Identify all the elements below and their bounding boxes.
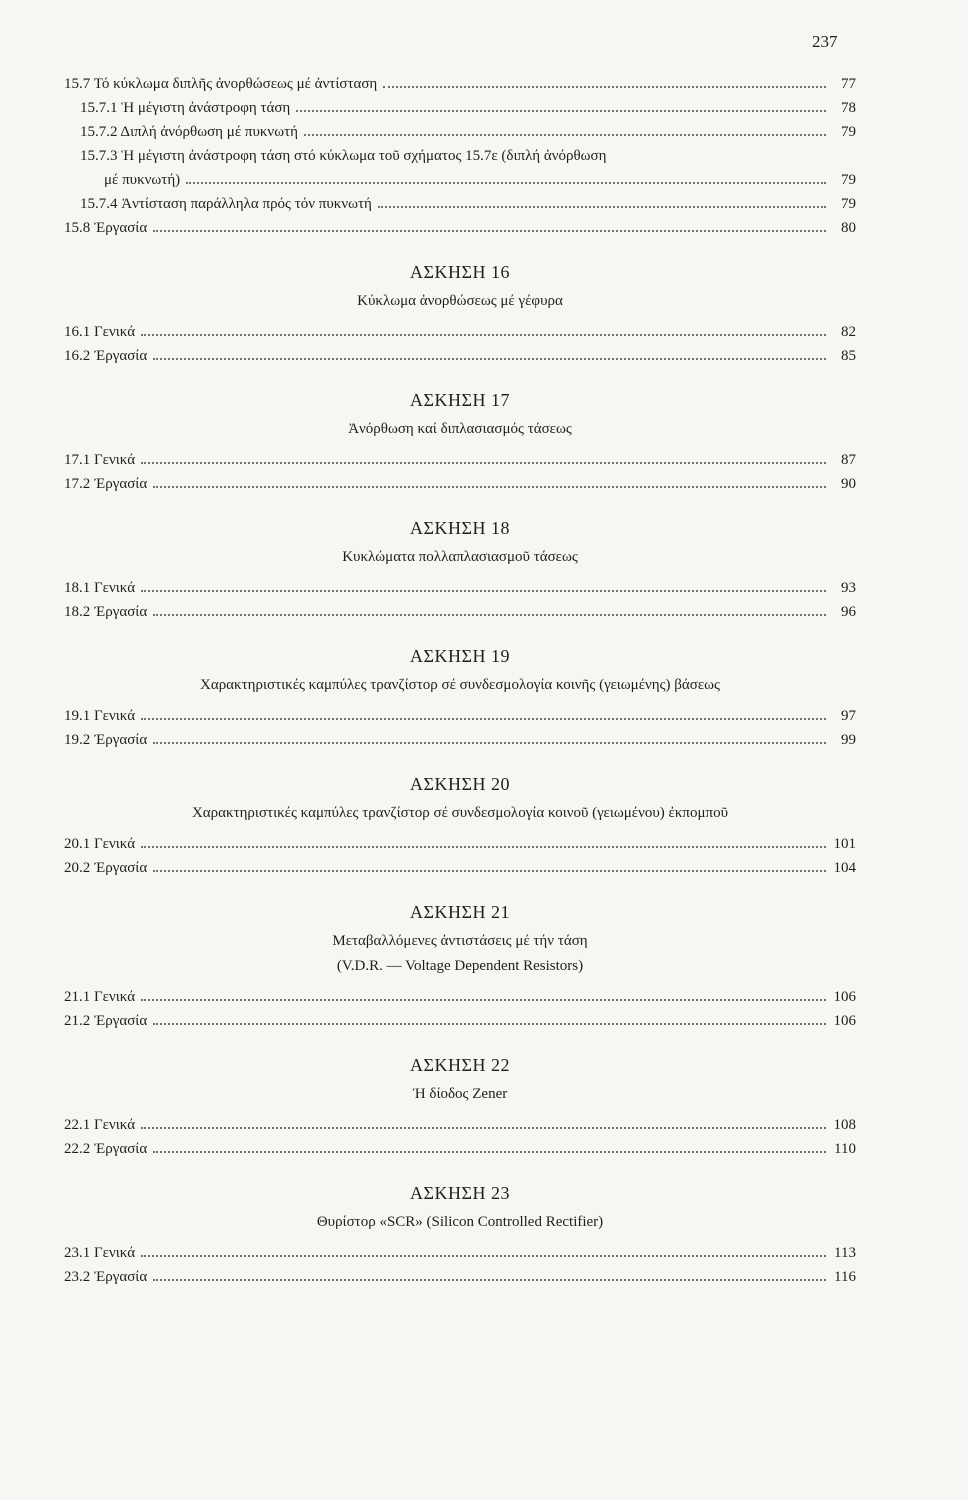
toc-entry-label: 19.2 Ἐργασία	[64, 732, 148, 748]
toc-entry[interactable]	[64, 344, 856, 368]
exercise-heading: ΑΣΚΗΣΗ 17	[410, 390, 510, 410]
toc-entry[interactable]	[64, 1241, 856, 1265]
toc-entry[interactable]	[64, 96, 856, 120]
toc-entry[interactable]	[64, 120, 856, 144]
toc-entry[interactable]	[64, 72, 856, 96]
exercise-title: Ἀνόρθωση καί διπλασιασμός τάσεως	[348, 421, 572, 437]
toc-leader-dots	[383, 86, 826, 88]
toc-entry[interactable]	[64, 472, 856, 496]
toc-entry[interactable]	[64, 192, 856, 216]
toc-entry[interactable]	[64, 1009, 856, 1033]
toc-entry-label: 16.2 Ἐργασία	[64, 348, 148, 364]
toc-entry-page: 77	[841, 76, 856, 92]
toc-entry-page: 108	[833, 1117, 856, 1133]
toc-entry-label: 17.2 Ἐργασία	[64, 476, 148, 492]
exercise-heading: ΑΣΚΗΣΗ 21	[410, 902, 510, 922]
toc-entry-label: 22.1 Γενικά	[64, 1117, 136, 1133]
toc-entry-label: 19.1 Γενικά	[64, 708, 136, 724]
toc-entry[interactable]	[64, 448, 856, 472]
toc-entry-page: 85	[841, 348, 856, 364]
toc-entry[interactable]	[64, 728, 856, 752]
exercise-subtitle: (V.D.R. — Voltage Dependent Resistors)	[336, 958, 584, 974]
exercise-heading: ΑΣΚΗΣΗ 19	[410, 646, 510, 666]
toc-leader-dots	[141, 1255, 826, 1257]
toc-entry-page: 110	[834, 1141, 856, 1157]
exercise-section	[64, 646, 856, 752]
toc-entry[interactable]	[64, 216, 856, 240]
toc-entry-label: 23.2 Ἐργασία	[64, 1269, 148, 1285]
toc-entry[interactable]	[64, 985, 856, 1009]
exercise-title: Κυκλώματα πολλαπλασιασμοῦ τάσεως	[342, 549, 578, 565]
exercise-section	[64, 1183, 856, 1289]
toc-entry-label: 15.7 Τό κύκλωμα διπλῆς ἀνορθώσεως μέ ἀντίσταση	[64, 76, 378, 92]
toc-entry[interactable]	[64, 1113, 856, 1137]
exercise-section	[64, 902, 856, 1033]
toc-leader-dots	[153, 1023, 826, 1025]
toc-entry-label: 15.7.4 Ἀντίσταση παράλληλα πρός τόν πυκνωτή	[80, 196, 372, 212]
toc-leader-dots	[153, 1279, 826, 1281]
toc-leader-dots	[141, 1127, 826, 1129]
toc-entry[interactable]	[64, 856, 856, 880]
toc-leader-dots	[141, 999, 826, 1001]
toc-entry-page: 79	[841, 124, 856, 140]
toc-entry-page: 116	[834, 1269, 856, 1285]
exercise-title: Χαρακτηριστικές καμπύλες τρανζίστορ σέ συνδεσμολογία κοινοῦ (γειωμένου) ἐκπομποῦ	[191, 805, 729, 821]
toc-entry[interactable]	[64, 576, 856, 600]
continuation-section	[64, 72, 856, 240]
page-number: 237	[812, 32, 838, 51]
toc-entry-label: 15.7.3 Ἡ μέγιστη ἀνάστροφη τάση στό κύκλωμα τοῦ σχήματος 15.7ε (διπλή ἀνόρθωση	[80, 148, 607, 164]
toc-entry[interactable]	[64, 832, 856, 856]
exercise-heading: ΑΣΚΗΣΗ 22	[410, 1055, 510, 1075]
toc-entry[interactable]	[64, 1137, 856, 1161]
toc-entry-label: 21.1 Γενικά	[64, 989, 136, 1005]
exercise-heading: ΑΣΚΗΣΗ 18	[410, 518, 510, 538]
toc-entry-label: 20.1 Γενικά	[64, 836, 136, 852]
toc-entry-label: 15.8 Ἐργασία	[64, 220, 148, 236]
exercise-section	[64, 518, 856, 624]
toc-leader-dots	[153, 614, 826, 616]
toc-entry-page: 87	[841, 452, 856, 468]
toc-entry-label: 18.1 Γενικά	[64, 580, 136, 596]
toc-entry-label: 22.2 Ἐργασία	[64, 1141, 148, 1157]
toc-leader-dots	[153, 486, 826, 488]
toc-leader-dots	[304, 134, 826, 136]
toc-entry-page: 79	[841, 172, 856, 188]
toc-leader-dots	[153, 230, 826, 232]
toc-leader-dots	[153, 358, 826, 360]
exercise-title: Μεταβαλλόμενες ἀντιστάσεις μέ τήν τάση	[332, 933, 588, 949]
toc-entry-page: 113	[834, 1245, 856, 1261]
toc-leader-dots	[141, 462, 826, 464]
exercise-heading: ΑΣΚΗΣΗ 16	[410, 262, 510, 282]
exercise-section	[64, 390, 856, 496]
toc-entry-label: 15.7.2 Διπλή ἀνόρθωση μέ πυκνωτή	[80, 124, 298, 140]
toc-entry-page: 106	[833, 989, 856, 1005]
exercise-heading: ΑΣΚΗΣΗ 20	[410, 774, 510, 794]
toc-entry-label: 17.1 Γενικά	[64, 452, 136, 468]
toc-leader-dots	[186, 182, 826, 184]
toc-entry[interactable]	[64, 1265, 856, 1289]
toc-entry-continuation[interactable]	[64, 168, 856, 192]
toc-entry-page: 80	[841, 220, 856, 236]
exercise-title: Χαρακτηριστικές καμπύλες τρανζίστορ σέ συνδεσμολογία κοινῆς (γειωμένης) βάσεως	[200, 677, 720, 693]
toc-entry-page: 106	[833, 1013, 856, 1029]
toc-entry[interactable]	[64, 600, 856, 624]
toc-entry-label: μέ πυκνωτή)	[104, 172, 181, 188]
toc-entry-label: 15.7.1 Ἡ μέγιστη ἀνάστροφη τάση	[80, 100, 291, 116]
table-of-contents	[64, 72, 856, 1289]
toc-leader-dots	[141, 590, 826, 592]
toc-entry-label: 20.2 Ἐργασία	[64, 860, 148, 876]
exercise-section	[64, 774, 856, 880]
toc-entry-label: 16.1 Γενικά	[64, 324, 136, 340]
toc-leader-dots	[153, 742, 826, 744]
toc-leader-dots	[141, 718, 826, 720]
toc-leader-dots	[153, 1151, 826, 1153]
toc-entry-label: 18.2 Ἐργασία	[64, 604, 148, 620]
toc-leader-dots	[141, 846, 826, 848]
toc-leader-dots	[153, 870, 826, 872]
toc-entry-page: 104	[833, 860, 856, 876]
toc-leader-dots	[378, 206, 826, 208]
toc-entry-page: 97	[841, 708, 856, 724]
toc-entry-page: 96	[841, 604, 856, 620]
exercise-section	[64, 1055, 856, 1161]
toc-leader-dots	[141, 334, 826, 336]
toc-entry-page: 79	[841, 196, 856, 212]
exercise-heading: ΑΣΚΗΣΗ 23	[410, 1183, 510, 1203]
toc-entry-label: 23.1 Γενικά	[64, 1245, 136, 1261]
exercise-title: Θυρίστορ «SCR» (Silicon Controlled Rectifier)	[316, 1214, 604, 1230]
toc-entry-page: 101	[833, 836, 856, 852]
toc-entry[interactable]	[64, 144, 856, 168]
toc-entry-page: 90	[841, 476, 856, 492]
exercise-section	[64, 262, 856, 368]
exercise-title: Κύκλωμα ἀνορθώσεως μέ γέφυρα	[357, 293, 563, 309]
toc-entry-page: 99	[841, 732, 856, 748]
toc-entry-label: 21.2 Ἐργασία	[64, 1013, 148, 1029]
toc-entry-page: 93	[841, 580, 856, 596]
toc-leader-dots	[296, 110, 826, 112]
toc-entry[interactable]	[64, 704, 856, 728]
toc-entry[interactable]	[64, 320, 856, 344]
toc-entry-page: 78	[841, 100, 856, 116]
toc-entry-page: 82	[841, 324, 856, 340]
exercise-title: Ἡ δίοδος Zener	[412, 1086, 508, 1102]
